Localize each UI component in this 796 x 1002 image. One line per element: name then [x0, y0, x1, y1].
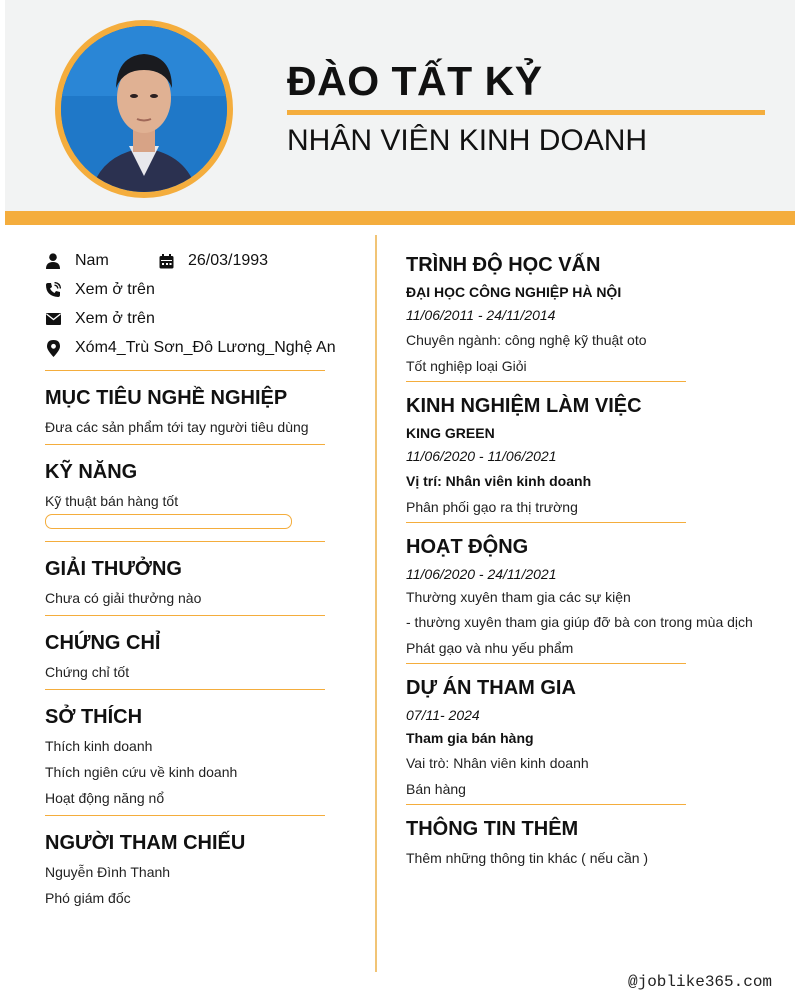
phone-icon: [45, 282, 61, 298]
projects-title: DỰ ÁN THAM GIA: [406, 677, 576, 699]
calendar-icon: [158, 253, 174, 269]
skill-level-bar: [45, 514, 292, 529]
hobby-item: Hoạt động năng nổ: [45, 790, 165, 806]
extra-text: Thêm những thông tin khác ( nếu cần ): [406, 850, 649, 866]
email-icon: [45, 311, 61, 327]
hobby-item: Thích ngiên cứu về kinh doanh: [45, 764, 238, 780]
experience-company: KING GREEN: [406, 425, 495, 441]
candidate-name: ĐÀO TẤT KỶ: [287, 58, 543, 104]
header-accent-bar: [5, 211, 795, 225]
awards-title: GIẢI THƯỞNG: [45, 558, 182, 580]
projects-dates: 07/11- 2024: [406, 707, 480, 723]
project-line: Bán hàng: [406, 781, 466, 797]
experience-position: Vị trí: Nhân viên kinh doanh: [406, 473, 592, 489]
certs-title: CHỨNG CHỈ: [45, 632, 161, 654]
watermark: @joblike365.com: [628, 973, 773, 991]
separator: [406, 522, 686, 523]
user-icon: [45, 253, 61, 269]
experience-dates: 11/06/2020 - 11/06/2021: [406, 448, 557, 464]
avatar: [55, 20, 233, 198]
location-icon: [45, 340, 61, 356]
skills-title: KỸ NĂNG: [45, 461, 138, 483]
contact-email: [45, 310, 155, 328]
activities-title: HOẠT ĐỘNG: [406, 536, 529, 558]
contact-address: [45, 339, 336, 357]
separator: [406, 804, 686, 805]
education-school: ĐẠI HỌC CÔNG NGHIỆP HÀ NỘI: [406, 284, 622, 300]
skill-label: Kỹ thuật bán hàng tốt: [45, 493, 179, 509]
gender-text: Nam: [75, 252, 109, 269]
hobby-item: Thích kinh doanh: [45, 738, 153, 754]
separator: [45, 444, 325, 445]
birthday-text: 26/03/1993: [188, 252, 269, 269]
education-dates: 11/06/2011 - 24/11/2014: [406, 307, 556, 323]
separator: [406, 381, 686, 382]
contact-gender: [45, 252, 109, 270]
separator: [45, 689, 325, 690]
education-title: TRÌNH ĐỘ HỌC VẤN: [406, 254, 601, 276]
education-line: Tốt nghiệp loại Giỏi: [406, 358, 527, 374]
activities-line: Phát gạo và nhu yếu phẩm: [406, 640, 574, 656]
project-line: Vai trò: Nhân viên kinh doanh: [406, 755, 589, 771]
column-divider: [375, 235, 377, 972]
phone-text: Xem ở trên: [75, 281, 155, 298]
hobbies-title: SỞ THÍCH: [45, 706, 143, 728]
activities-dates: 11/06/2020 - 24/11/2021: [406, 566, 557, 582]
awards-text: Chưa có giải thưởng nào: [45, 590, 202, 606]
reference-item: Phó giám đốc: [45, 890, 131, 906]
objective-text: Đưa các sản phẩm tới tay người tiêu dùng: [45, 419, 309, 435]
separator: [45, 370, 325, 371]
references-title: NGƯỜI THAM CHIẾU: [45, 832, 246, 854]
activities-line: Thường xuyên tham gia các sự kiện: [406, 589, 631, 605]
contact-phone: [45, 281, 155, 299]
education-line: Chuyên ngành: công nghệ kỹ thuật oto: [406, 332, 647, 348]
separator: [45, 815, 325, 816]
extra-title: THÔNG TIN THÊM: [406, 818, 579, 840]
separator: [406, 663, 686, 664]
reference-item: Nguyễn Đình Thanh: [45, 864, 171, 880]
objective-title: MỤC TIÊU NGHỀ NGHIỆP: [45, 387, 288, 409]
address-text: Xóm4_Trù Sơn_Đô Lương_Nghệ An: [75, 339, 336, 356]
email-text: Xem ở trên: [75, 310, 155, 327]
experience-title: KINH NGHIỆM LÀM VIỆC: [406, 395, 642, 417]
job-title: NHÂN VIÊN KINH DOANH: [287, 124, 648, 157]
contact-birthday: [158, 252, 268, 270]
avatar-photo: [61, 26, 227, 192]
separator: [45, 615, 325, 616]
experience-line: Phân phối gạo ra thị trường: [406, 499, 578, 515]
project-name: Tham gia bán hàng: [406, 730, 534, 746]
name-underline: [287, 110, 765, 115]
separator: [45, 541, 325, 542]
activities-line: - thường xuyên tham gia giúp đỡ bà con trong mùa dịch: [406, 614, 753, 630]
certs-text: Chứng chỉ tốt: [45, 664, 130, 680]
